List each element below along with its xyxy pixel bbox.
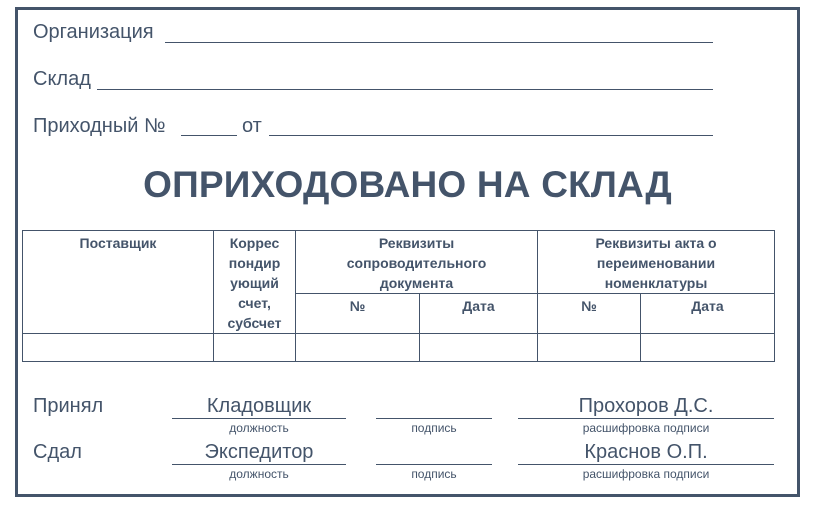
accepted-position: Кладовщик (206, 395, 312, 417)
accepted-position-caption: должность (229, 421, 289, 435)
accepted-position-line[interactable] (172, 418, 346, 419)
receipt-date-field[interactable] (269, 135, 713, 136)
cell-act-number[interactable] (538, 334, 641, 362)
cell-account[interactable] (214, 334, 296, 362)
organization-label: Организация (33, 21, 154, 43)
handed-position: Экспедитор (204, 441, 314, 463)
header-supplier: Поставщик (23, 231, 214, 334)
accepted-name: Прохоров Д.С. (578, 395, 714, 417)
accepted-label: Принял (33, 395, 104, 417)
header-account: Коррес пондир ующий счет, субсчет (214, 231, 296, 334)
handed-name-line[interactable] (518, 464, 774, 465)
accepted-signature-caption: подпись (411, 421, 457, 435)
header-doc-number: № (296, 294, 420, 334)
handed-name: Краснов О.П. (584, 441, 708, 463)
table-row (23, 334, 775, 362)
accepted-name-caption: расшифровка подписи (582, 421, 710, 435)
receipt-table (22, 230, 775, 362)
accepted-name-line[interactable] (518, 418, 774, 419)
organization-field[interactable] (165, 42, 713, 43)
receipt-number-label: Приходный № (33, 115, 166, 137)
header-act-number: № (538, 294, 641, 334)
stamp-title: ОПРИХОДОВАНО НА СКЛАД (143, 164, 672, 205)
handed-position-line[interactable] (172, 464, 346, 465)
header-accompanying-doc: Реквизиты сопроводительного документа (296, 231, 538, 294)
cell-supplier[interactable] (23, 334, 214, 362)
warehouse-field[interactable] (97, 89, 713, 90)
header-act-details: Реквизиты акта о переименовании номенклатуры (538, 231, 775, 294)
receipt-number-field[interactable] (181, 135, 237, 136)
receipt-from-label: от (242, 115, 262, 137)
cell-doc-number[interactable] (296, 334, 420, 362)
handed-position-caption: должность (229, 467, 289, 481)
header-act-date: Дата (641, 294, 775, 334)
warehouse-label: Склад (33, 68, 91, 90)
cell-act-date[interactable] (641, 334, 775, 362)
handed-signature-line[interactable] (376, 464, 492, 465)
handed-signature-caption: подпись (411, 467, 457, 481)
header-doc-date: Дата (420, 294, 538, 334)
handed-label: Сдал (33, 441, 82, 463)
handed-name-caption: расшифровка подписи (582, 467, 710, 481)
accepted-signature-line[interactable] (376, 418, 492, 419)
cell-doc-date[interactable] (420, 334, 538, 362)
